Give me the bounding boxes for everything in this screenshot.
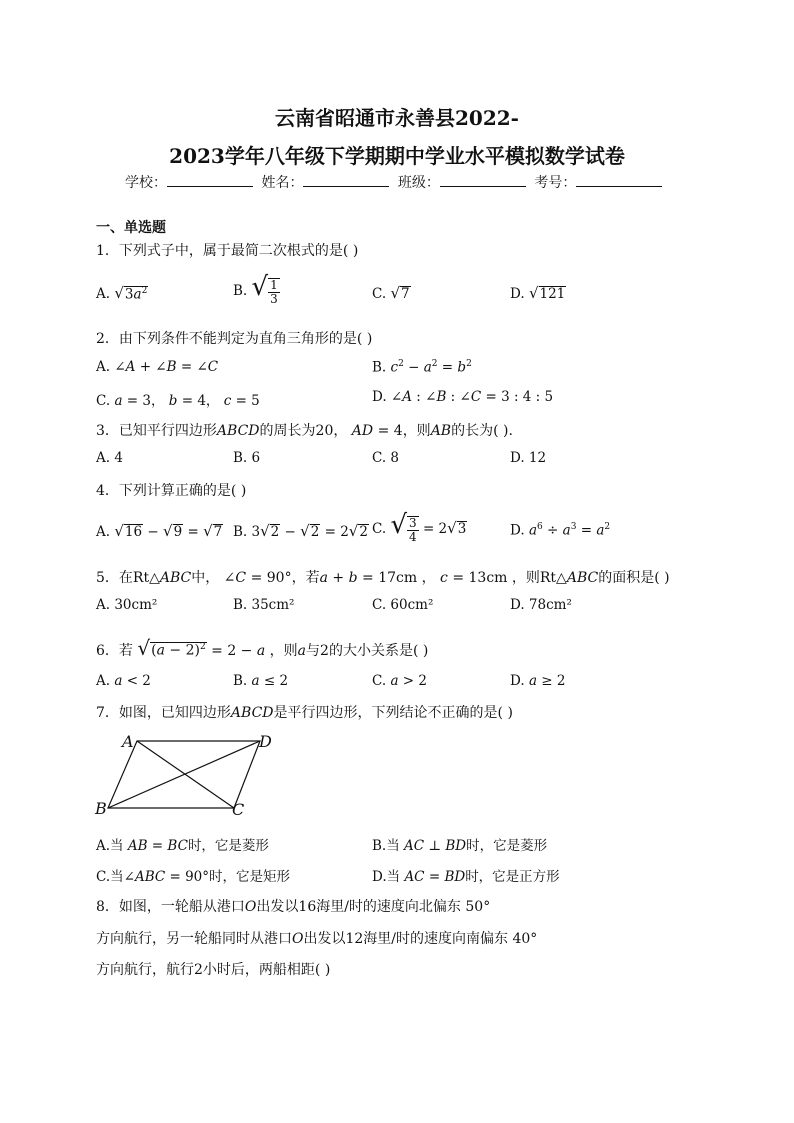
q3-stem: 3．已知平行四边形ABCD的周长为20， AD = 4，则AB的长为( ). — [96, 423, 513, 439]
q6-option-c[interactable]: C. a > 2 — [372, 673, 427, 689]
exam-no-label: 考号： — [534, 175, 577, 191]
q4-option-d[interactable]: D. $a^6 \div a^3 = a^2$ — [510, 522, 611, 539]
q4-option-a[interactable]: A. √16 − √9 = √7 — [96, 522, 223, 540]
q1-option-d[interactable]: D. √121 — [510, 284, 566, 302]
q2-stem: 2．由下列条件不能判定为直角三角形的是( ) — [96, 331, 373, 347]
q2-option-a[interactable]: A. ∠A + ∠B = ∠C — [96, 359, 219, 375]
q8-line-3: 方向航行，航行2小时后，两船相距( ) — [96, 962, 331, 978]
name-field[interactable] — [303, 174, 389, 187]
vertex-label-d: D — [259, 732, 272, 751]
exam-no-field[interactable] — [576, 174, 662, 187]
q5-option-b[interactable]: B. 35cm² — [233, 597, 295, 613]
q2-option-d[interactable]: D. ∠A : ∠B : ∠C = 3 : 4 : 5 — [372, 389, 554, 405]
vertex-label-a: A — [122, 732, 134, 751]
title-line-2: 2023学年八年级下学期期中学业水平模拟数学试卷 — [169, 144, 625, 168]
title-line-1: 云南省昭通市永善县2022- — [275, 106, 519, 130]
school-field[interactable] — [167, 174, 253, 187]
diagonal-ac — [137, 741, 234, 808]
school-label: 学校： — [125, 175, 167, 191]
q7-stem: 7．如图，已知四边形ABCD是平行四边形，下列结论不正确的是( ) — [96, 705, 513, 721]
section-heading: 一、单选题 — [96, 220, 166, 236]
q1-option-c[interactable]: C. √7 — [372, 284, 410, 302]
q6-option-b[interactable]: B. a ≤ 2 — [233, 673, 289, 689]
parallelogram-figure — [92, 728, 292, 823]
q5-option-a[interactable]: A. 30cm² — [96, 597, 158, 613]
student-info-line — [125, 172, 666, 192]
q8-line-1: 8．如图，一轮船从港口O出发以16海里/时的速度向北偏东 50° — [96, 899, 491, 915]
q1-stem: 1．下列式子中，属于最简二次根式的是( ) — [96, 243, 359, 259]
q6-option-a[interactable]: A. a < 2 — [96, 673, 151, 689]
q4-option-b[interactable]: B. 3√2 − √2 = 2√2 — [233, 522, 368, 540]
q6-option-d[interactable]: D. a ≥ 2 — [510, 673, 566, 689]
q2-option-c[interactable]: C. a = 3， b = 4， c = 5 — [96, 393, 260, 409]
q5-option-c[interactable]: C. 60cm² — [372, 597, 434, 613]
q2-option-b[interactable]: B. $c^2 - a^2 = b^2$ — [372, 359, 472, 376]
q5-option-d[interactable]: D. 78cm² — [510, 597, 572, 613]
q7-option-d[interactable]: D.当 AC = BD时，它是正方形 — [372, 869, 560, 885]
name-label: 姓名： — [261, 175, 304, 191]
q4-option-c[interactable]: C. √ $\frac{3}{4}$ = 2√3 — [372, 510, 467, 544]
q3-option-a[interactable]: A. 4 — [96, 450, 123, 466]
q7-option-a[interactable]: A.当 AB = BC时，它是菱形 — [96, 838, 269, 854]
q3-option-d[interactable]: D. 12 — [510, 450, 547, 466]
q3-option-c[interactable]: C. 8 — [372, 450, 400, 466]
q5-stem: 5．在Rt△ABC中， ∠C = 90°，若a + b = 17cm ， c = 13cm ，则Rt△ABC的面积是( ) — [96, 570, 670, 586]
class-field[interactable] — [440, 174, 526, 187]
q6-stem: 6．若 $√(a - 2)^2 = 2 - a$ ，则a与2的大小关系是( ) — [96, 636, 429, 660]
q8-line-2: 方向航行，另一轮船同时从港口O出发以12海里/时的速度向南偏东 40° — [96, 931, 538, 947]
class-label: 班级： — [397, 175, 440, 191]
q7-option-b[interactable]: B.当 AC ⊥ BD时，它是菱形 — [372, 838, 548, 854]
q3-option-b[interactable]: B. 6 — [233, 450, 261, 466]
q4-stem: 4．下列计算正确的是( ) — [96, 483, 247, 499]
vertex-label-b: B — [95, 799, 107, 818]
q1-option-b[interactable]: B. √ $\frac{1}{3}$ — [233, 272, 278, 306]
diagonal-bd — [108, 741, 260, 808]
vertex-label-c: C — [232, 800, 245, 819]
q7-option-c[interactable]: C.当∠ABC = 90°时，它是矩形 — [96, 869, 291, 885]
q1-option-a[interactable]: A. $√3a^2$ — [96, 284, 148, 302]
